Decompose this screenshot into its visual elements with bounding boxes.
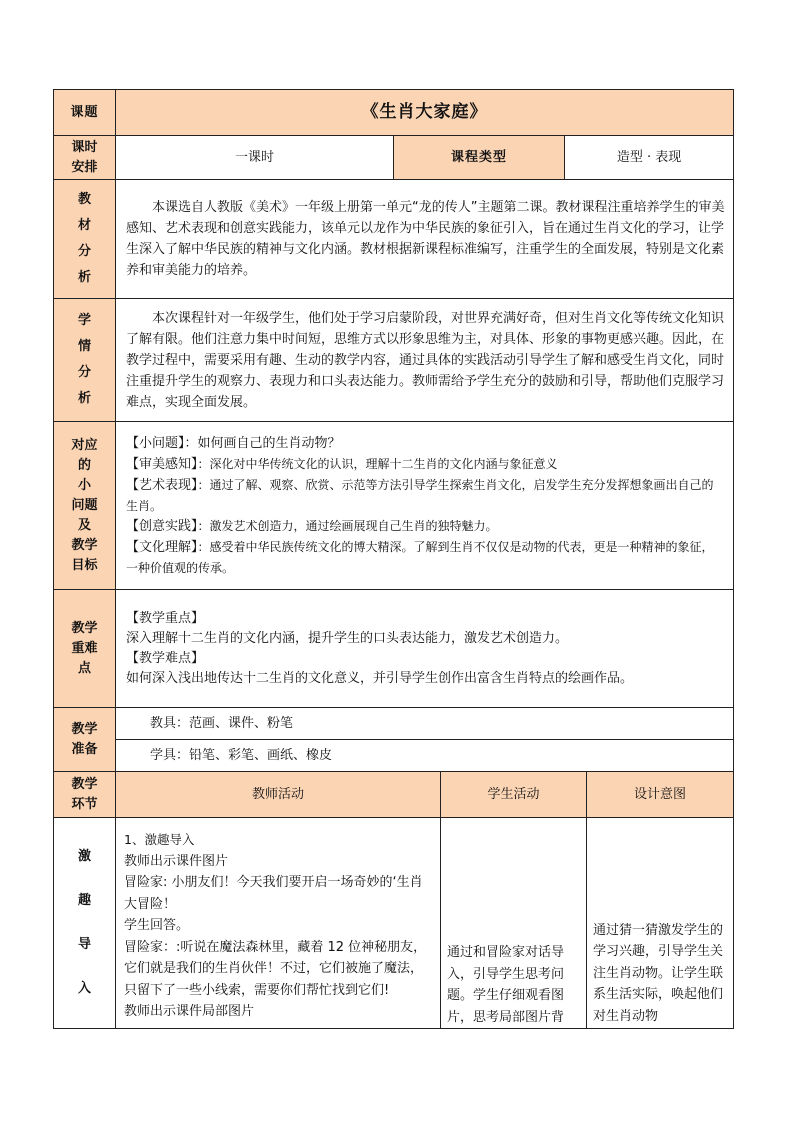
process-header-row (54, 772, 734, 818)
question-line (126, 433, 725, 454)
student-activity-text: 通过和冒险家对话导入，引导学生思考问题。学生仔细观看图片，思考局部图片背 (447, 945, 565, 1025)
prep-row-student (54, 740, 734, 772)
col-design-intent: 设计意图 (587, 772, 734, 818)
goal-aesthetic: 【审美感知】：深化对中华传统文化的认识，理解十二生肖的文化内涵与象征意义 (126, 457, 558, 472)
stage-intro-label: 激 趣 导 入 (54, 818, 116, 1029)
key-point-tag: 【教学重点】 (126, 610, 205, 626)
difficulty-label: 教学 重难 点 (54, 590, 116, 708)
goals-content (116, 429, 733, 582)
difficulty-row (54, 590, 734, 708)
col-teacher-activity: 教师活动 (116, 772, 441, 818)
question-tag: 【小问题】 (126, 436, 185, 451)
schedule-label: 课时 安排 (54, 136, 116, 180)
student-tools: 学具：铅笔、彩笔、画纸、橡皮 (150, 747, 333, 763)
prep-label: 教学 准备 (54, 708, 116, 772)
course-title: 《生肖大家庭》 (361, 101, 488, 122)
goal-practice: 【创意实践】：激发艺术创造力，通过绘画展现自己生肖的独特魅力。 (126, 519, 498, 534)
stage-intro-row (54, 818, 734, 1029)
student-activity-cell (441, 818, 587, 1029)
lesson-plan-table (53, 89, 734, 1029)
course-type-value: 造型 · 表现 (565, 136, 734, 180)
process-label: 教学 环节 (54, 772, 116, 818)
goal-culture: 【文化理解】：感受着中华民族传统文化的博大精深。了解到生肖不仅仅是动物的代表，更是一种精神的象征，一种价值观的传承。 (126, 540, 714, 575)
textbook-analysis-cell (116, 180, 734, 299)
difficulty-content (116, 603, 733, 695)
learner-analysis-cell (116, 299, 734, 422)
textbook-analysis-text: 本课选自人教版《美术》一年级上册第一单元“龙的传人”主题第二课。教材课程注重培养学生的审美感知、艺术表现和创意实践能力，该单元以龙作为中华民族的象征引入，旨在通过生肖文化的学习，让学生深入了解中华民族的精神与文化内涵。教材根据新课程标准编写，注重学生的全面发展，特别是文化素养和审美能力的培养。 (126, 200, 725, 278)
difficulty-cell (116, 590, 734, 708)
student-tools-cell (116, 740, 734, 772)
hard-point-text: 如何深入浅出地传达十二生肖的文化意义，并引导学生创作出富含生肖特点的绘画作品。 (126, 670, 634, 686)
goals-row (54, 422, 734, 590)
question-text: ：如何画自己的生肖动物？ (184, 436, 341, 451)
goal-expression: 【艺术表现】：通过了解、观察、欣赏、示范等方法引导学生探索生肖文化，启发学生充分发挥想象画出自己的生肖。 (126, 478, 714, 513)
textbook-row (54, 180, 734, 299)
learner-row (54, 299, 734, 422)
learner-analysis-text: 本次课程针对一年级学生，他们处于学习启蒙阶段，对世界充满好奇，但对生肖文化等传统文化知识了解有限。他们注意力集中时间短，思维方式以形象思维为主，对具体、形象的事物更感兴趣。因此，在教学过程中，需要采用有趣、生动的教学内容，通过具体的实践活动引导学生了解和感受生肖文化，同时注重提升学生的观察力、表现力和口头表达能力。教师需给予学生充分的鼓励和引导，帮助他们克服学习难点，实现全面发展。 (126, 310, 725, 410)
teacher-activity-text: 1、激趣导入 教师出示课件图片 冒险家: 小朋友们！今天我们要开启一场奇妙的‘生肖大冒险！ 学生回答。 冒险家：:听说在魔法森林里，藏着 12 位神秘朋友，它们就是我们的生肖伙伴！不过，它们被施了魔法，只留下了一些小线索，需要你们帮忙找到它们! 教师出示课件局部图片 (124, 832, 427, 1020)
col-student-activity: 学生活动 (441, 772, 587, 818)
title-label: 课题 (54, 90, 116, 136)
hard-point-tag: 【教学难点】 (126, 650, 205, 666)
goals-label: 对应 的 小 问题 及 教学 目标 (54, 422, 116, 590)
schedule-row (54, 136, 734, 180)
teacher-tools-cell (116, 708, 734, 740)
title-cell (116, 90, 734, 136)
design-intent-cell (587, 818, 734, 1029)
schedule-value: 一课时 (116, 136, 394, 180)
title-row (54, 90, 734, 136)
learner-label: 学 情 分 析 (54, 299, 116, 422)
prep-row-teacher (54, 708, 734, 740)
design-intent-text: 通过猜一猜激发学生的学习兴趣，引导学生关注生肖动物。让学生联系生活实际，唤起他们对生肖动物 (593, 922, 724, 1024)
course-type-label: 课程类型 (394, 136, 565, 180)
goals-cell (116, 422, 734, 590)
key-point-text: 深入理解十二生肖的文化内涵，提升学生的口头表达能力，激发艺术创造力。 (126, 630, 569, 646)
textbook-label: 教 材 分 析 (54, 180, 116, 299)
teacher-activity-cell (116, 818, 441, 1029)
teacher-tools: 教具：范画、课件、粉笔 (150, 715, 294, 731)
